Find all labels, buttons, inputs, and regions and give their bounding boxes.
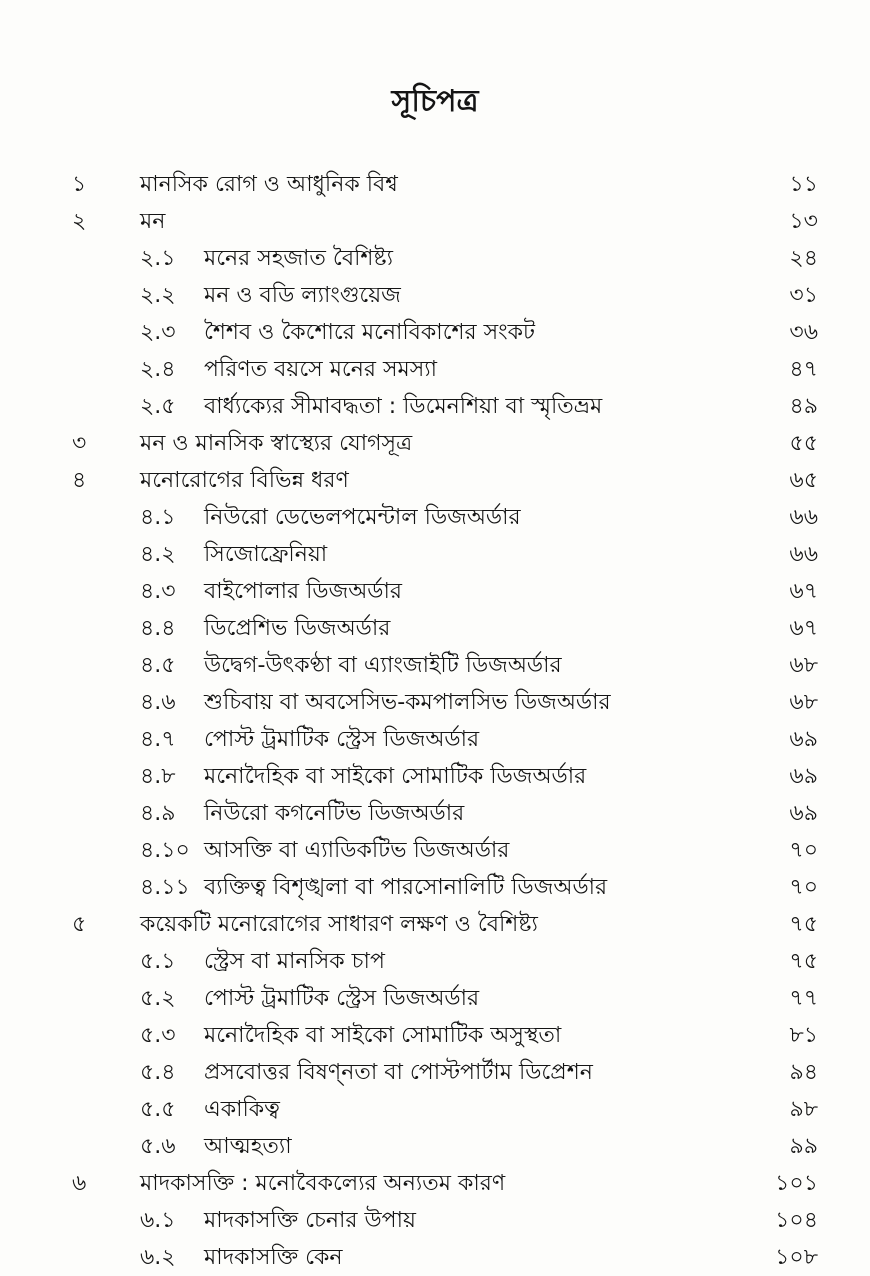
- entry-label: মাদকাসক্তি কেন: [204, 1245, 343, 1270]
- entry-label: শৈশব ও কৈশোরে মনোবিকাশের সংকট: [204, 320, 536, 345]
- entry-page-number: ৭০: [789, 838, 818, 863]
- entry-number: ৪.৩: [140, 579, 176, 604]
- entry-label: মনোদৈহিক বা সাইকো সোমাটিক ডিজঅর্ডার: [204, 764, 587, 789]
- entry-number: ৬: [72, 1171, 87, 1196]
- entry-label: মাদকাসক্তি চেনার উপায়: [204, 1208, 416, 1233]
- entry-label: মন ও মানসিক স্বাস্থ্যের যোগসূত্র: [140, 431, 413, 456]
- entry-number: ৩: [72, 431, 87, 456]
- entry-page-number: ১০১: [775, 1171, 818, 1196]
- entry-number: ১: [72, 172, 87, 197]
- toc-chapter-row: [0, 462, 870, 499]
- entry-label: মনের সহজাত বৈশিষ্ট্য: [204, 246, 393, 271]
- entry-page-number: ৬৭: [789, 616, 818, 641]
- entry-number: ৪.২: [140, 542, 176, 567]
- toc-section-row: [0, 1091, 870, 1128]
- entry-page-number: ৬৯: [789, 801, 818, 826]
- entry-label: প্রসবোত্তর বিষণ্নতা বা পোস্টপার্টাম ডিপ্রেশন: [204, 1060, 593, 1085]
- entry-number: ৫.৬: [140, 1134, 176, 1159]
- entry-label: বাইপোলার ডিজঅর্ডার: [204, 579, 402, 604]
- entry-number: ৫: [72, 912, 87, 937]
- entry-page-number: ২৪: [789, 246, 818, 271]
- entry-label: বার্ধ্যক্যের সীমাবদ্ধতা : ডিমেনশিয়া বা স্মৃতিভ্রম: [204, 394, 603, 419]
- entry-label: মনোরোগের বিভিন্ন ধরণ: [140, 468, 349, 493]
- toc-section-row: [0, 980, 870, 1017]
- toc-section-row: [0, 684, 870, 721]
- entry-page-number: ৭০: [789, 875, 818, 900]
- entry-label: একাকিত্ব: [204, 1097, 280, 1122]
- entry-label: কয়েকটি মনোরোগের সাধারণ লক্ষণ ও বৈশিষ্ট্য: [140, 912, 538, 937]
- entry-number: ৫.৫: [140, 1097, 176, 1122]
- entry-label: উদ্বেগ-উৎকণ্ঠা বা এ্যাংজাইটি ডিজঅর্ডার: [204, 653, 562, 678]
- entry-number: ৫.২: [140, 986, 176, 1011]
- entry-page-number: ৭৭: [789, 986, 818, 1011]
- entry-label: শুচিবায় বা অবসেসিভ-কমপালসিভ ডিজঅর্ডার: [204, 690, 611, 715]
- entry-page-number: ৬৫: [789, 468, 818, 493]
- entry-label: ডিপ্রেশিভ ডিজঅর্ডার: [204, 616, 391, 641]
- entry-number: ২: [72, 209, 87, 234]
- entry-number: ৪.৯: [140, 801, 176, 826]
- entry-number: ৪.১১: [140, 875, 190, 900]
- toc-chapter-row: [0, 906, 870, 943]
- entry-page-number: ১১: [789, 172, 818, 197]
- toc-section-row: [0, 277, 870, 314]
- entry-page-number: ৬৬: [789, 505, 818, 530]
- toc-section-row: [0, 1017, 870, 1054]
- toc-section-row: [0, 1128, 870, 1165]
- entry-label: আসক্তি বা এ্যাডিকটিভ ডিজঅর্ডার: [204, 838, 510, 863]
- entry-number: ৫.৪: [140, 1060, 176, 1085]
- entry-number: ৪.১: [140, 505, 176, 530]
- toc-section-row: [0, 499, 870, 536]
- entry-page-number: ৩১: [789, 283, 818, 308]
- entry-number: ২.২: [140, 283, 176, 308]
- entry-label: মনোদৈহিক বা সাইকো সোমাটিক অসুস্থতা: [204, 1023, 562, 1048]
- entry-number: ৫.১: [140, 949, 176, 974]
- toc-chapter-row: [0, 425, 870, 462]
- toc-section-row: [0, 573, 870, 610]
- toc-section-row: [0, 721, 870, 758]
- page-title: সূচিপত্র: [391, 84, 479, 119]
- toc-section-row: [0, 647, 870, 684]
- entry-number: ৪.৭: [140, 727, 176, 752]
- entry-page-number: ৩৬: [789, 320, 818, 345]
- entry-label: স্ট্রেস বা মানসিক চাপ: [204, 949, 385, 974]
- entry-label: আত্মহত্যা: [204, 1134, 292, 1159]
- entry-page-number: ৯৮: [789, 1097, 818, 1122]
- entry-number: ৪.৪: [140, 616, 176, 641]
- toc-section-row: [0, 314, 870, 351]
- toc-chapter-row: [0, 166, 870, 203]
- entry-label: মন ও বডি ল্যাংগুয়েজ: [204, 283, 401, 308]
- entry-page-number: ৬৯: [789, 764, 818, 789]
- entry-label: পোস্ট ট্রমাটিক স্ট্রেস ডিজঅর্ডার: [204, 727, 480, 752]
- toc-section-row: [0, 351, 870, 388]
- entry-number: ২.১: [140, 246, 176, 271]
- entry-number: ৬.২: [140, 1245, 176, 1270]
- toc-list: [0, 166, 870, 1276]
- entry-label: পোস্ট ট্রমাটিক স্ট্রেস ডিজঅর্ডার: [204, 986, 480, 1011]
- toc-chapter-row: [0, 203, 870, 240]
- entry-page-number: ৫৫: [789, 431, 818, 456]
- entry-number: ২.৩: [140, 320, 176, 345]
- entry-page-number: ৬৮: [789, 690, 818, 715]
- entry-number: ৪: [72, 468, 87, 493]
- entry-label: নিউরো ডেভেলপমেন্টাল ডিজঅর্ডার: [204, 505, 521, 530]
- entry-number: ৪.১০: [140, 838, 190, 863]
- entry-number: ৬.১: [140, 1208, 176, 1233]
- entry-label: নিউরো কগনেটিভ ডিজঅর্ডার: [204, 801, 465, 826]
- entry-page-number: ৭৫: [789, 949, 818, 974]
- entry-label: সিজোফ্রেনিয়া: [204, 542, 328, 567]
- entry-page-number: ৭৫: [789, 912, 818, 937]
- toc-section-row: [0, 536, 870, 573]
- entry-page-number: ৪৯: [789, 394, 818, 419]
- entry-page-number: ৮১: [789, 1023, 818, 1048]
- entry-page-number: ৪৭: [789, 357, 818, 382]
- entry-page-number: ১৩: [789, 209, 818, 234]
- toc-section-row: [0, 388, 870, 425]
- entry-number: ৫.৩: [140, 1023, 176, 1048]
- toc-chapter-row: [0, 1165, 870, 1202]
- entry-number: ৪.৬: [140, 690, 176, 715]
- entry-number: ২.৫: [140, 394, 176, 419]
- toc-section-row: [0, 1202, 870, 1239]
- entry-page-number: ৯৯: [789, 1134, 818, 1159]
- entry-page-number: ৯৪: [789, 1060, 818, 1085]
- toc-section-row: [0, 795, 870, 832]
- entry-label: ব্যক্তিত্ব বিশৃঙ্খলা বা পারসোনালিটি ডিজঅর্ডার: [204, 875, 608, 900]
- entry-number: ৪.৫: [140, 653, 176, 678]
- entry-label: পরিণত বয়সে মনের সমস্যা: [204, 357, 438, 382]
- toc-section-row: [0, 1054, 870, 1091]
- entry-label: মানসিক রোগ ও আধুনিক বিশ্ব: [140, 172, 398, 197]
- entry-number: ২.৪: [140, 357, 176, 382]
- entry-label: মন: [140, 209, 166, 234]
- entry-page-number: ১০৪: [775, 1208, 818, 1233]
- entry-page-number: ৬৮: [789, 653, 818, 678]
- toc-section-row: [0, 869, 870, 906]
- entry-page-number: ৬৬: [789, 542, 818, 567]
- entry-page-number: ৬৭: [789, 579, 818, 604]
- entry-page-number: ৬৯: [789, 727, 818, 752]
- toc-section-row: [0, 240, 870, 277]
- toc-section-row: [0, 758, 870, 795]
- toc-section-row: [0, 832, 870, 869]
- toc-section-row: [0, 610, 870, 647]
- entry-page-number: ১০৮: [775, 1245, 818, 1270]
- toc-section-row: [0, 943, 870, 980]
- entry-label: মাদকাসক্তি : মনোবৈকল্যের অন্যতম কারণ: [140, 1171, 506, 1196]
- entry-number: ৪.৮: [140, 764, 176, 789]
- toc-section-row: [0, 1239, 870, 1276]
